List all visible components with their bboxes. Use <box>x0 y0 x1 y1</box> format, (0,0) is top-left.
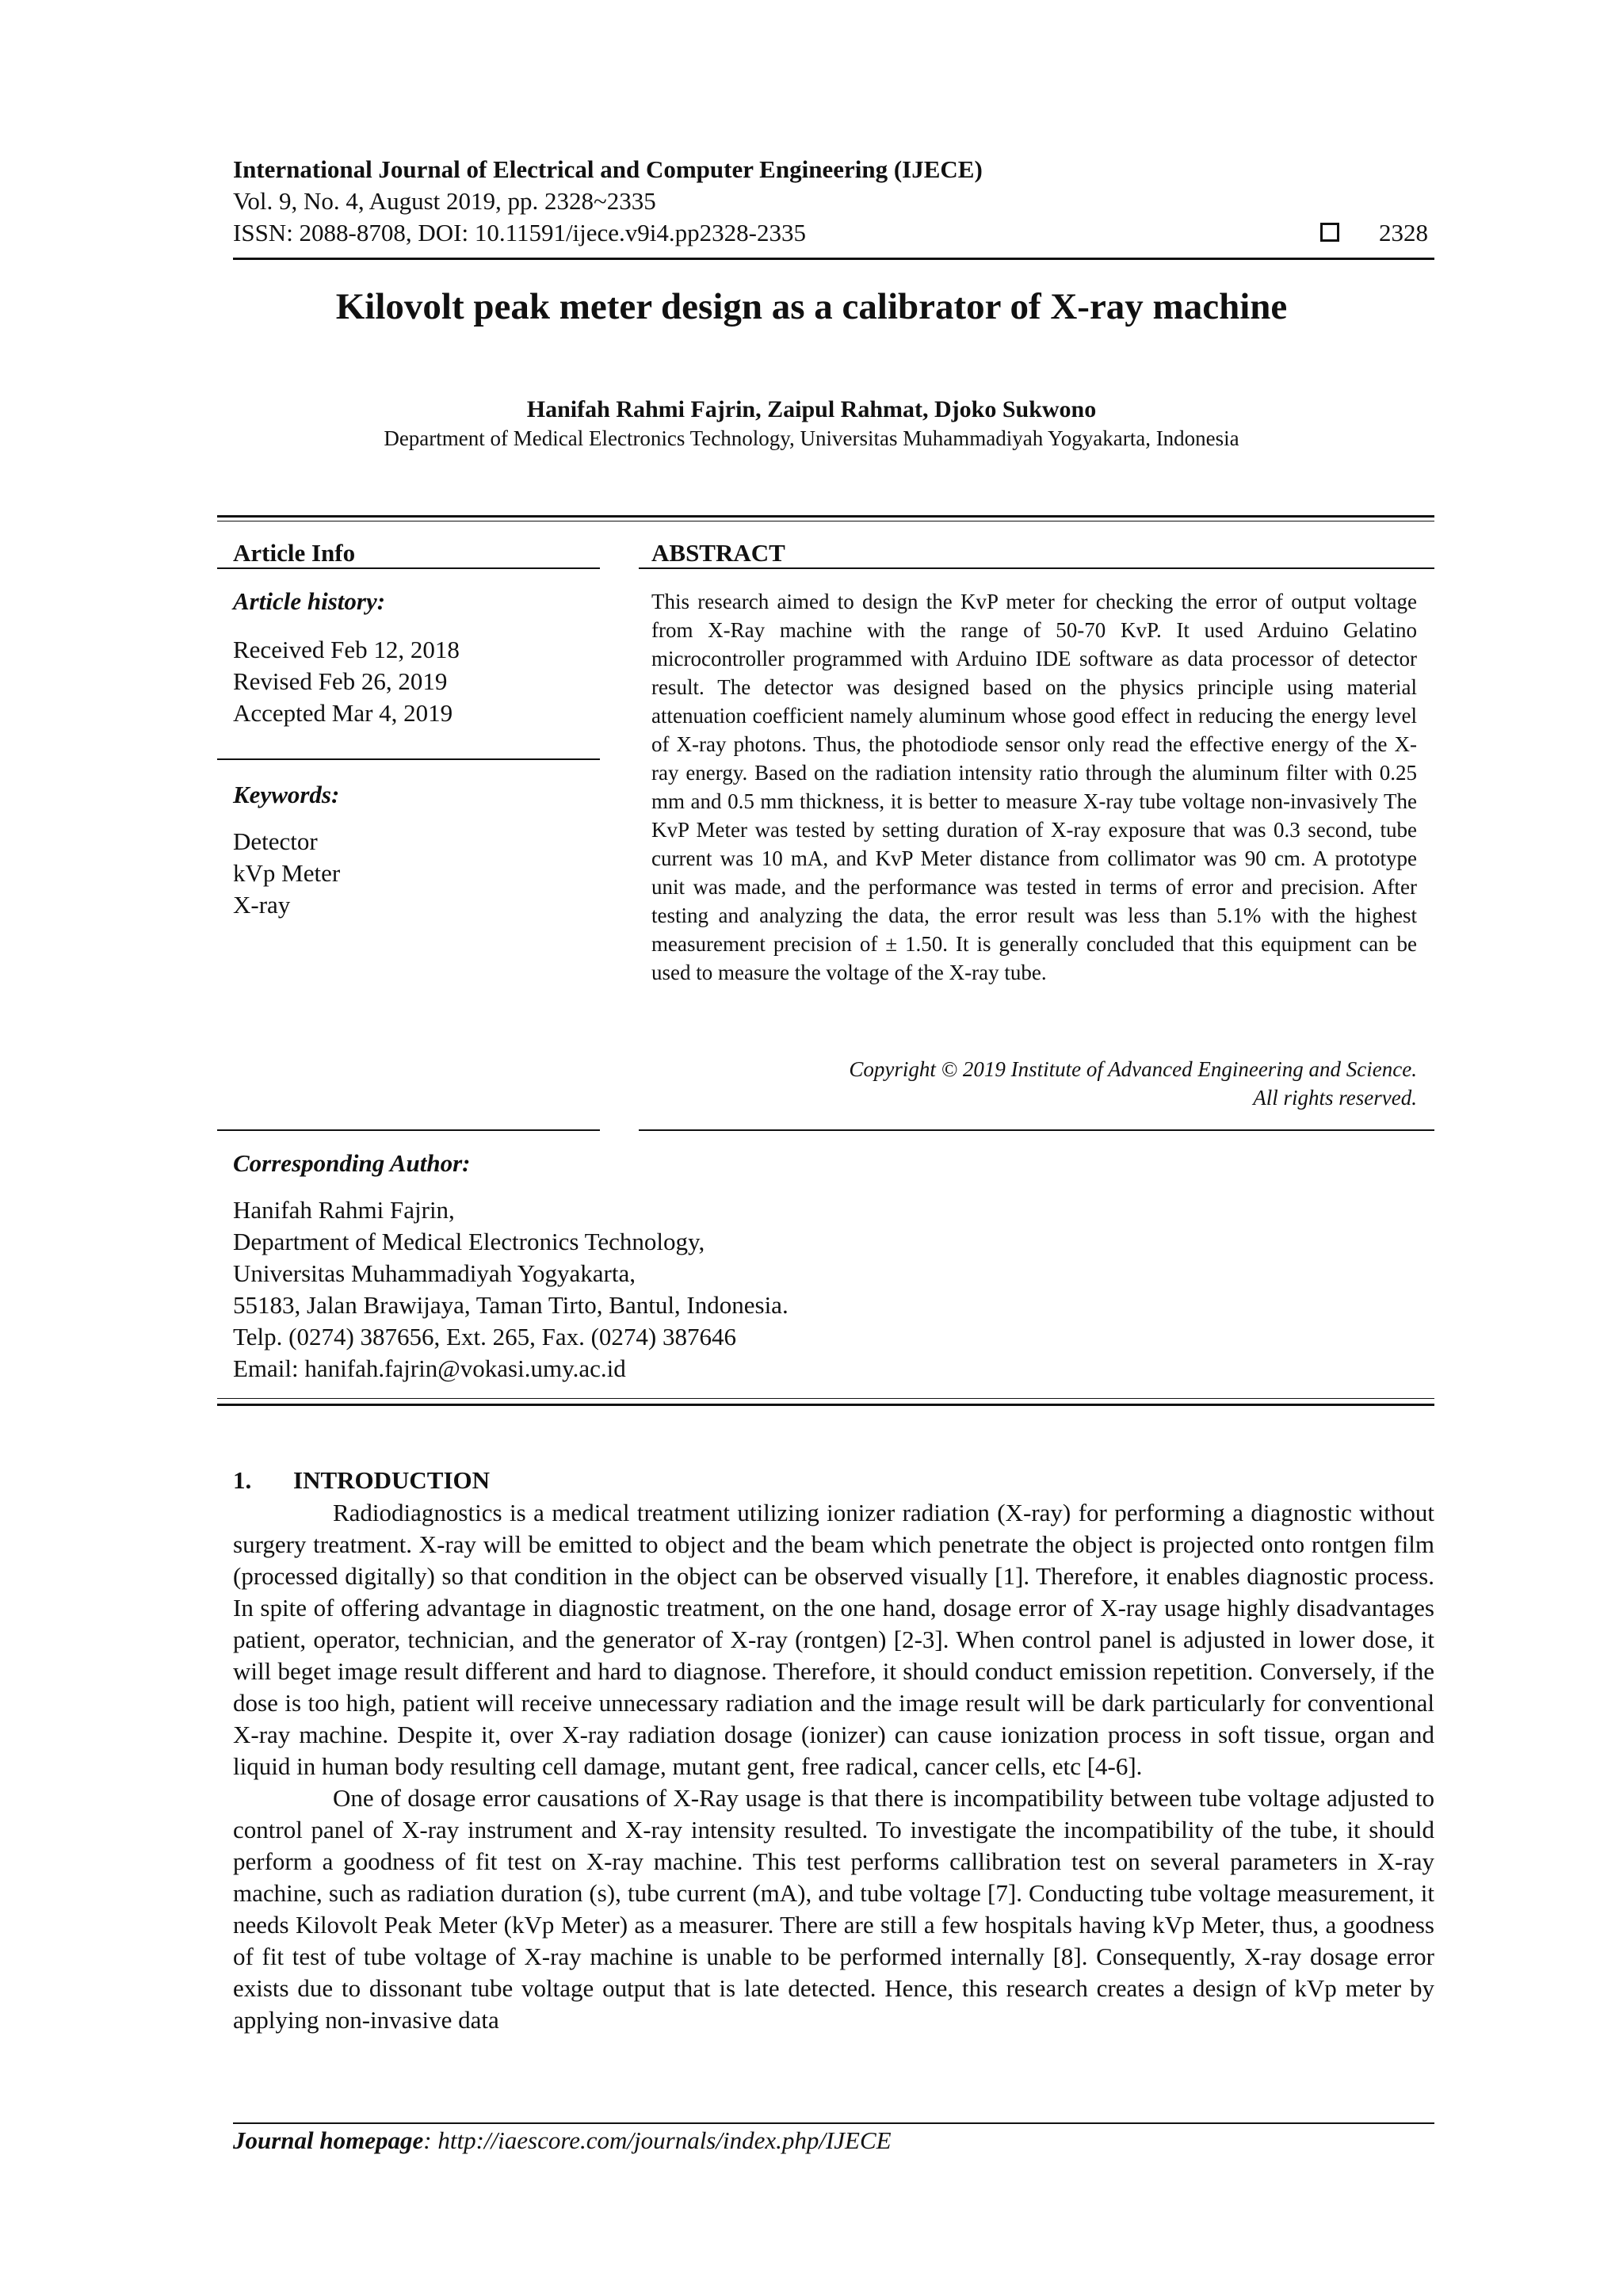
article-history-list <box>233 634 460 729</box>
history-item-accepted: Accepted Mar 4, 2019 <box>233 699 453 727</box>
author-department: Department of Medical Electronics Technology, <box>233 1228 705 1255</box>
box-top-rule <box>217 515 1434 518</box>
history-item-revised: Revised Feb 26, 2019 <box>233 667 448 695</box>
abstract-text: This research aimed to design the KvP meter for checking the error of output voltage from X-Ray machine with the range of 50-70 KvP. It used Arduino Gelatino microcontroller programmed with Arduino IDE software as data processor of detector result. The detector was designed based on the physics principle using material attenuation coefficient namely aluminum whose good effect in reducing the energy level of X-ray photons. Thus, the photodiode sensor only read the effective energy of the X-ray energy. Based on the radiation intensity ratio through the aluminum filter with 0.25 mm and 0.5 mm thickness, it is better to measure X-ray tube voltage non-invasively The KvP Meter was tested by setting duration of X-ray exposure that was 0.3 second, tube current was 10 mA, and KvP Meter distance from collimator was 90 cm. A prototype unit was made, and the performance was tested in terms of error and precision. After testing and analyzing the data, the error result was less than 5.1% with the highest measurement precision of ± 1.50. It is generally concluded that this equipment can be used to measure the voltage of the X-ray tube. <box>651 590 1417 984</box>
journal-name: International Journal of Electrical and Computer Engineering (IJECE) <box>233 155 983 183</box>
author-name: Hanifah Rahmi Fajrin, <box>233 1196 455 1224</box>
article-history-heading: Article history: <box>233 587 386 615</box>
author-address: 55183, Jalan Brawijaya, Taman Tirto, Bantul, Indonesia. <box>233 1291 789 1319</box>
divider <box>217 758 600 760</box>
keyword-item: kVp Meter <box>233 859 341 887</box>
page-number: 2328 <box>1379 219 1428 246</box>
corresponding-author-heading: Corresponding Author: <box>233 1149 471 1177</box>
section-number: 1. <box>233 1466 252 1494</box>
section-heading-introduction <box>233 1466 490 1495</box>
divider <box>639 1129 1434 1131</box>
abstract-heading: ABSTRACT <box>651 539 785 567</box>
header-rule <box>233 258 1434 260</box>
rights-line: All rights reserved. <box>1253 1086 1417 1110</box>
keywords-heading: Keywords: <box>233 781 340 808</box>
paper-affiliation: Department of Medical Electronics Technology, Universitas Muhammadiyah Yogyakarta, Indonesia <box>384 426 1239 450</box>
section-title: INTRODUCTION <box>293 1466 491 1494</box>
journal-issn: ISSN: 2088-8708, DOI: 10.11591/ijece.v9i4.pp2328-2335 <box>233 219 806 246</box>
keyword-item: Detector <box>233 827 318 855</box>
homepage-label: Journal homepage <box>233 2126 424 2154</box>
journal-homepage: Journal homepage: http://iaescore.com/journals/index.php/IJECE <box>233 2126 892 2154</box>
divider <box>217 1129 600 1131</box>
footer-rule <box>233 2122 1434 2124</box>
author-email: Email: hanifah.fajrin@vokasi.umy.ac.id <box>233 1354 626 1382</box>
copyright-notice <box>651 1055 1417 1112</box>
journal-volume: Vol. 9, No. 4, August 2019, pp. 2328~2335 <box>233 187 656 215</box>
box-bottom-rule-thin <box>217 1398 1434 1399</box>
author-phone: Telp. (0274) 387656, Ext. 265, Fax. (0274) 387646 <box>233 1323 736 1350</box>
box-bottom-rule <box>217 1404 1434 1406</box>
paragraph: Radiodiagnostics is a medical treatment utilizing ionizer radiation (X-ray) for performing a diagnostic without surgery treatment. X-ray will be emitted to object and the beam which penetrate the object is projected onto rontgen film (processed digitally) so that condition in the object can be observed visually [1]. Therefore, it enables diagnostic process. In spite of offering advantage in diagnostic treatment, on the one hand, dosage error of X-ray usage highly disadvantages patient, operator, technician, and the generator of X-ray (rontgen) [2-3]. When control panel is adjusted in lower dose, it will beget image result different and hard to diagnose. Therefore, it should conduct emission repetition. Conversely, if the dose is too high, patient will receive unnecessary radiation and the image result will be dark particularly for conventional X-ray machine. Despite it, over X-ray radiation dosage (ionizer) can cause ionization process in soft tissue, organ and liquid in human body resulting cell damage, mutant gent, free radical, cancer cells, etc [4-6]. <box>233 1499 1434 1780</box>
article-info-heading: Article Info <box>233 539 356 567</box>
introduction-body <box>233 1497 1434 2036</box>
homepage-link[interactable]: http://iaescore.com/journals/index.php/IJECE <box>437 2126 892 2154</box>
keyword-item: X-ray <box>233 891 291 919</box>
keywords-list <box>233 826 340 921</box>
divider <box>217 567 600 569</box>
copyright-line: Copyright © 2019 Institute of Advanced Engineering and Science. <box>849 1057 1417 1081</box>
paper-title: Kilovolt peak meter design as a calibrator of X-ray machine <box>335 286 1288 327</box>
corresponding-author-details <box>233 1194 789 1385</box>
author-university: Universitas Muhammadiyah Yogyakarta, <box>233 1259 636 1287</box>
paragraph: One of dosage error causations of X-Ray usage is that there is incompatibility between tube voltage adjusted to control panel of X-ray instrument and X-ray intensity resulted. To investigate the incompatibility of the tube, it should perform a goodness of fit test on X-ray machine. This test performs callibration test on several parameters in X-ray machine, such as radiation duration (s), tube current (mA), and tube voltage [7]. Conducting tube voltage measurement, it needs Kilovolt Peak Meter (kVp Meter) as a measurer. There are still a few hospitals having kVp Meter, thus, a goodness of fit test of tube voltage of X-ray machine is unable to be performed internally [8]. Consequently, X-ray dosage error exists due to dissonant tube voltage output that is late detected. Hence, this research creates a design of kVp meter by applying non-invasive data <box>233 1784 1434 2034</box>
divider <box>639 567 1434 569</box>
history-item-received: Received Feb 12, 2018 <box>233 636 460 663</box>
paper-authors: Hanifah Rahmi Fajrin, Zaipul Rahmat, Djoko Sukwono <box>526 396 1097 422</box>
square-icon <box>1320 223 1339 242</box>
